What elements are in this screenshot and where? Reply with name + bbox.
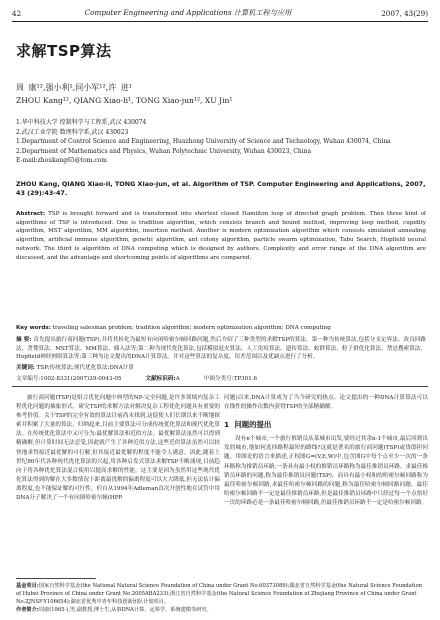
paper-title: 求解TSP算法 <box>16 42 112 60</box>
author-bio-line: 作者简介:周康(1965-),男,副教授,博士生,从事DNA计算、运筹学、系统建模等研究。 <box>16 607 212 613</box>
abstract-label: Abstract: <box>16 211 46 217</box>
keywords-english <box>16 324 426 333</box>
citation: ZHOU Kang, QIANG Xiao-li, TONG Xiao-jun, et al. Algorithm of TSP. Computer Engineering and Applications, 2007, 43 (29):43-47. <box>16 180 426 198</box>
section-rule <box>12 386 428 387</box>
abstract-english <box>16 210 426 262</box>
article-identifiers <box>16 374 426 382</box>
body-paragraph: 旅行商问题(TSP)是组合优化问题中典型的NP-完全问题,是许多领域内复杂工程优化问题的抽象形式。研究TSP的求解方法对解决复杂工程优化问题具有重要的参考价值。关于TSP的完全有效的算法目前尚未找到,这促使人们长期以来不断地探索并积累了大量的算法。归纳起来,目前主要算法可分成传统优化算法和现代优化算法。在传统优化算法中又可分为:最优解算法和近似方法。最优解算法虽然可以得到精确解,但计算时间无法忍受,因此就产生了各种近似方法,这些近似算法虽然可以较快地求得接近最优解的可行解,但其接近最优解的程度不能令人满意。因此,随着上世纪80年代各种现代优化算法的兴起,用各种启发式算法求解TSP不断涌现,目前趋向于将各种优化算法混合使用以提高求解的性能。这主要是因为虽然用这些现代优化算法得到的解在大多数情况下距离最优解的偏离程度可以大大降低,但无法估计偏离程度,也不能保证解的可行性。但自从1994年Adleman首次开创性地在试管中用DNA分子解决了一个有向图哈密尔顿(HPP <box>16 395 220 502</box>
affiliation-line: 2.Department of Mathematics and Physics, Wuhan Polytechnic University, Wuhan 430023, China <box>16 147 312 155</box>
affiliation-line: 2.武汉工业学院 数理科学系,武汉 430023 <box>16 128 129 136</box>
affiliation-line: 1.Department of Control Science and Engineering, Huazhong University of Science and Technology, Wuhan 430074, China <box>16 138 391 146</box>
header-rule <box>12 21 428 22</box>
abstract-cn-text: 首先提出旅行商问题(TSP),并将其转化为最短有向闭哈密尔顿回路问题,然后介绍了三种类型的求解TSP的算法。第一种为传统算法,包括分支定界法、改良回路法、贪婪算法、MST算法、MM算法、插入法等;第二种为现代优化算法,包括模拟退火算法、人工免疫算法、遗传算法、蚁群算法、粒子群优化算法、禁忌搜索算法、Hopfield神经网络算法等;第三种为论文提出的DNA计算算法。并对这些算法的复杂度、误差范围以及优缺点进行了分析。 <box>16 337 427 361</box>
keywords-chinese <box>16 364 426 373</box>
section-heading: 1 问题的提出 <box>224 420 272 430</box>
article-number: 文章编号:1002-8331(2007)29-0043-05 <box>16 376 122 382</box>
document-code: 文献标识码:A <box>145 376 180 382</box>
classification-number: 中图分类号:TP301.6 <box>203 376 258 382</box>
body-paragraph: 问题)以来,DNA计算成为了当今研究的热点。论文提出的一种DNA计算算法可以在线性的操作次数内获得TSP的全部精确解。 <box>224 395 428 411</box>
abstract-cn-label: 摘 要: <box>16 337 32 343</box>
body-right-column <box>224 394 428 508</box>
keywords-cn-text: TSP;传统算法;现代优化算法;DNA计算 <box>36 365 134 371</box>
keywords-cn-label: 关键词: <box>16 365 35 371</box>
body-left-column <box>16 394 220 572</box>
keywords-text: traveling salesman problem; tradition algorithm; modern optimization algorithm; DNA computing <box>52 325 331 331</box>
email-line: E-mail:zhoukang65@tom.com <box>16 157 107 165</box>
abstract-chinese <box>16 336 426 362</box>
affiliation-line: 1.华中科技大学 控制科学与工程系,武汉 430074 <box>16 119 147 126</box>
running-header <box>12 6 428 20</box>
keywords-label: Key words: <box>16 325 51 331</box>
authors-chinese: 周 康¹²,强小利¹,同小军¹²,许 进¹ <box>16 83 132 92</box>
authors-english: ZHOU Kang¹², QIANG Xiao-li¹, TONG Xiao-jun¹², XU Jin¹ <box>16 96 233 105</box>
journal-name: Computer Engineering and Applications 计算机工程与应用 <box>84 8 292 17</box>
issue-info: 2007, 43(29) <box>381 8 428 18</box>
page-number: 42 <box>12 8 22 18</box>
section-paragraph: 设有n个城市,一个旅行推销员从某城市出发,要经过其余n-1个城市,最后回到出发的城市,他如何选择路程最短的路线?这就是著名的旅行商问题(TSP)或货郎担问题。用图论的语言来描述,正权图G=(V,E,W)中,包含图G中每个点至少一次的一条环路称为推销员环路,一条具有最小权的推销员环路称为最佳推销员环路。求最佳推销员环路的问题,称为最佳推销员问题(TSP)。而具有最小权和的哈密尔顿回路称为最佳哈密尔顿回路,求最佳哈密尔顿回路的问题,称为最佳哈密尔顿回路问题。最佳哈密尔顿回路不一定是最佳推销员环路,但是最佳推销员环路中只经过每一个点恰好一次的环路必是一条最佳哈密尔顿回路,但最佳推销员环路不一定是哈密尔顿回路。 <box>224 436 428 506</box>
affiliations <box>16 118 426 166</box>
funding-line: 基金项目:国家自然科学基金(the National Natural Science Foundation of China under Grant No.60373089);湖北省自然科学基金(the Natural Science Foundation of Hubei Province of China under Grant No.2005ABA233);浙江省自然科学基金(the Natural Science Foundation of Zhejiang Province of China under Grant No.ZJNSF-Y106654);湖北省优秀中青年科技创新团队计划项目。 <box>16 583 423 605</box>
footnote-rule <box>16 578 96 579</box>
abstract-text: TSP is brought forward and is transformed into shortest closed Hamilton loop of directed graph problem. Then three kind of algorithms of TSP is introduced. One is tradition algorithm, which consists branch and bound method, improving loop method, cupidity algorithm, MST algorithm, MM algorithm, insertion method. Another is modern optimization algorithm which consists simulated annealing algorithm, artificial immune algorithm, genetic algorithm, ant colony algorithm, particle swarm optimization, Tabu Search, Hopfield neural network. The third is algorithm of DNA computing which is designed by authors. Complexity and error range of the DNA algorithm are discussed, and the advantage and shortcoming points of algorithms are compared. <box>16 211 427 261</box>
funding-footnote <box>16 582 426 614</box>
